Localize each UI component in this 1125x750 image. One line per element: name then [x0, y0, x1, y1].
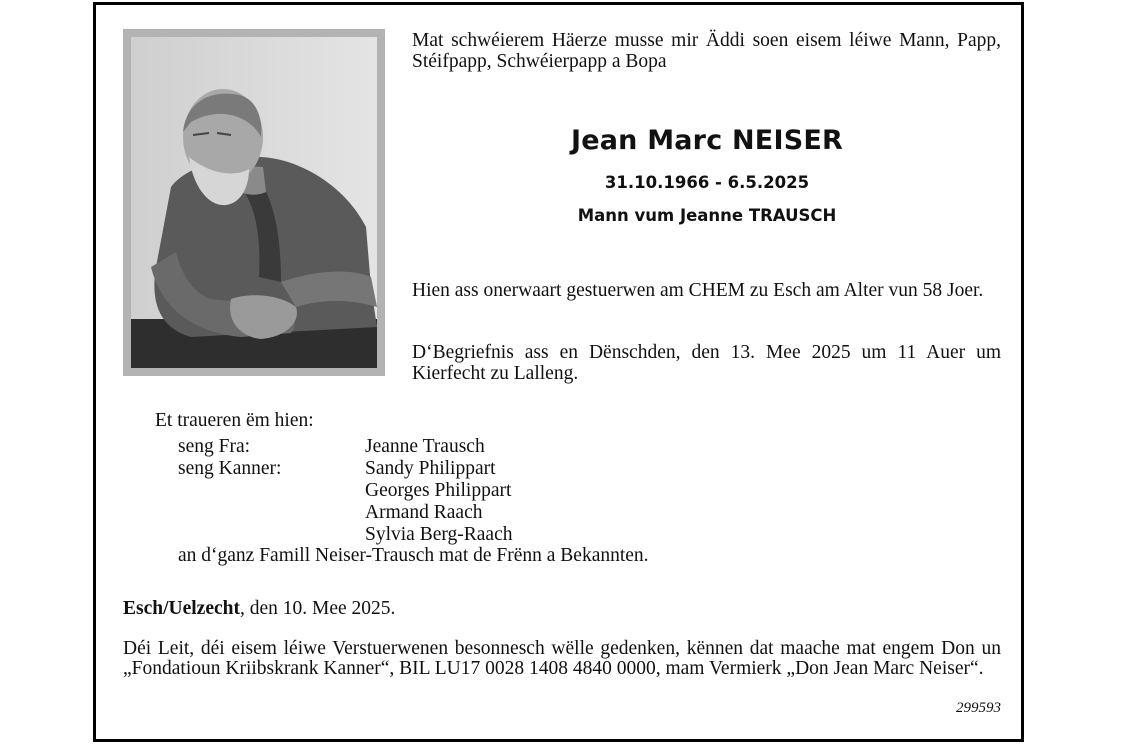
death-info: Hien ass onerwaart gestuerwen am CHEM zu Esch am Alter vun 58 Joer.	[412, 280, 984, 301]
place-date	[123, 598, 395, 620]
mourners-heading: Et traueren ëm hien:	[155, 410, 314, 431]
intro-text: Mat schwéierem Häerze musse mir Äddi soen eisem léiwe Mann, Papp, Stéifpapp, Schwéierpapp a Bopa	[412, 30, 1001, 72]
funeral-info: D‘Begriefnis ass en Dënschden, den 13. Mee 2025 um 11 Auer um Kierfecht zu Lalleng.	[412, 342, 1001, 384]
mourner-group-label: seng Fra:	[178, 436, 251, 457]
date-text: , den 10. Mee 2025.	[239, 598, 396, 619]
mourner-name: Jeanne Trausch	[365, 436, 485, 457]
family-closing-line: an d‘ganz Famill Neiser-Trausch mat de Frënn a Bekannten.	[178, 545, 649, 566]
place: Esch/Uelzecht	[123, 598, 240, 619]
mourner-name: Sandy Philippart	[365, 458, 496, 479]
life-dates: 31.10.1966 - 6.5.2025	[604, 173, 810, 192]
spouse-line: Mann vum Jeanne TRAUSCH	[577, 206, 837, 225]
reference-number: 299593	[956, 700, 1001, 716]
mourner-name: Armand Raach	[365, 502, 483, 523]
mourner-name: Georges Philippart	[365, 480, 512, 501]
deceased-name: Jean Marc NEISER	[571, 125, 843, 156]
portrait-photo	[131, 37, 377, 368]
mourner-group-label: seng Kanner:	[178, 458, 282, 479]
portrait-photo-frame	[123, 29, 385, 376]
mourner-name: Sylvia Berg-Raach	[365, 524, 513, 545]
donation-text: Déi Leit, déi eisem léiwe Verstuerwenen besonnesch wëlle gedenken, kënnen dat maache mat engem Don un „Fondatioun Kriibskrank Kanner“, BIL LU17 0028 1408 4840 0000, mam Vermierk „Don Jean Marc Neiser“.	[123, 638, 1001, 679]
